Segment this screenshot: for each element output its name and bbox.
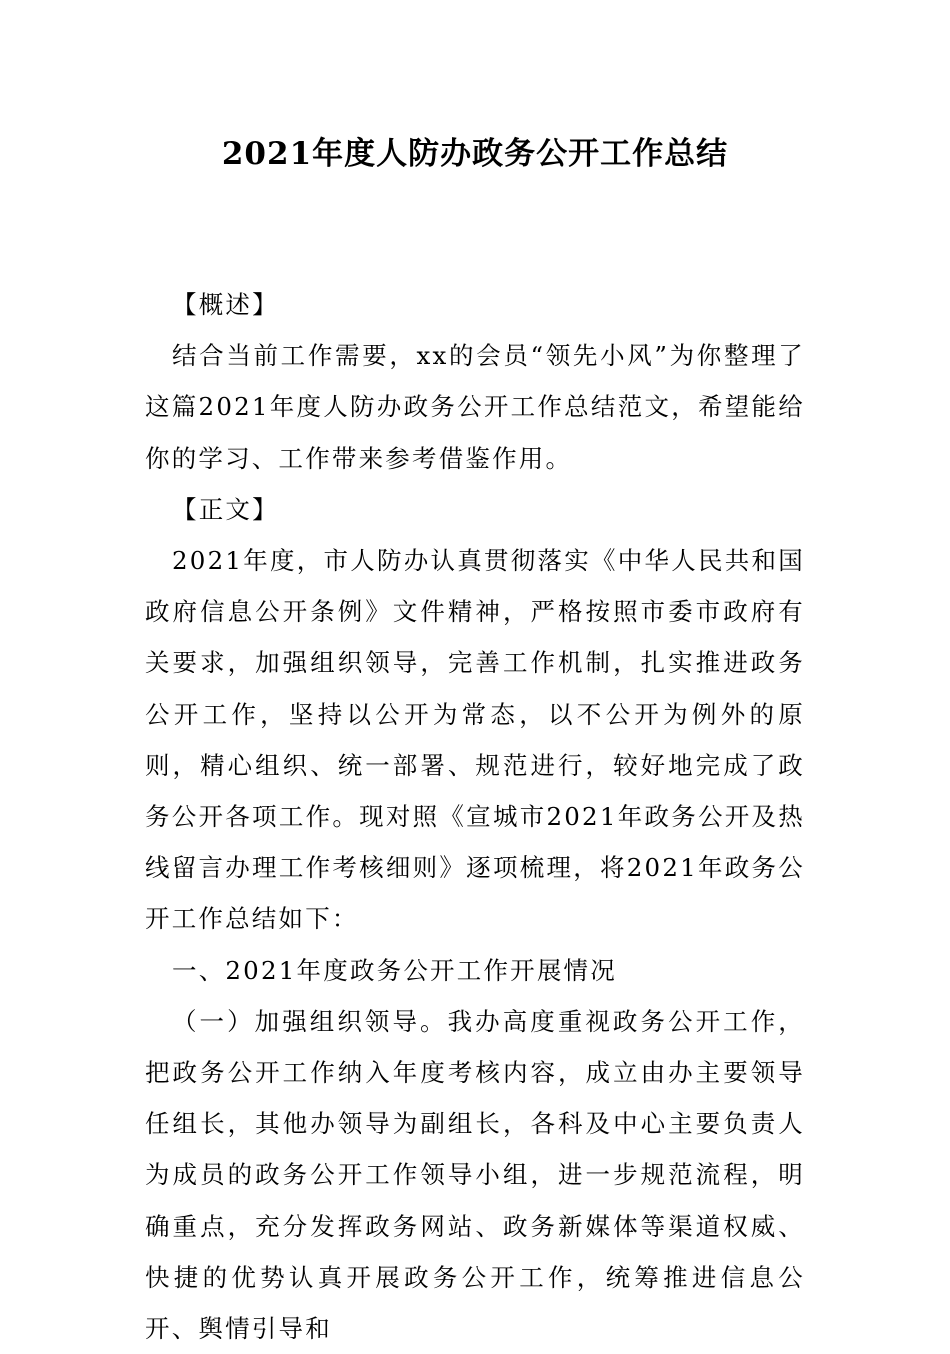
overview-paragraph: 结合当前工作需要，xx的会员“领先小风”为你整理了这篇2021年度人防办政务公开工作总结范文，希望能给你的学习、工作带来参考借鉴作用。 (145, 341, 805, 473)
body-heading: 【正文】 (172, 494, 279, 524)
document-title: 2021年度人防办政务公开工作总结 (221, 136, 729, 172)
section-one-heading: 一、2021年度政务公开工作开展情况 (172, 955, 617, 985)
overview-heading: 【概述】 (172, 290, 279, 319)
document-body (145, 279, 805, 1354)
section-one-item1-paragraph: （一）加强组织领导。我办高度重视政务公开工作，把政务公开工作纳入年度考核内容，成立由办主要领导任组长，其他办领导为副组长，各科及中心主要负责人为成员的政务公开工作领导小组，进一步规范流程，明确重点，充分发挥政务网站、政务新媒体等渠道权威、快捷的优势认真开展政务公开工作，统筹推进信息公开、舆情引导和 (145, 1006, 805, 1344)
intro-paragraph: 2021年度，市人防办认真贯彻落实《中华人民共和国政府信息公开条例》文件精神，严格按照市委市政府有关要求，加强组织领导，完善工作机制，扎实推进政务公开工作，坚持以公开为常态，以不公开为例外的原则，精心组织、统一部署、规范进行，较好地完成了政务公开各项工作。现对照《宣城市2021年政务公开及热线留言办理工作考核细则》逐项梳理，将2021年政务公开工作总结如下： (145, 546, 805, 934)
